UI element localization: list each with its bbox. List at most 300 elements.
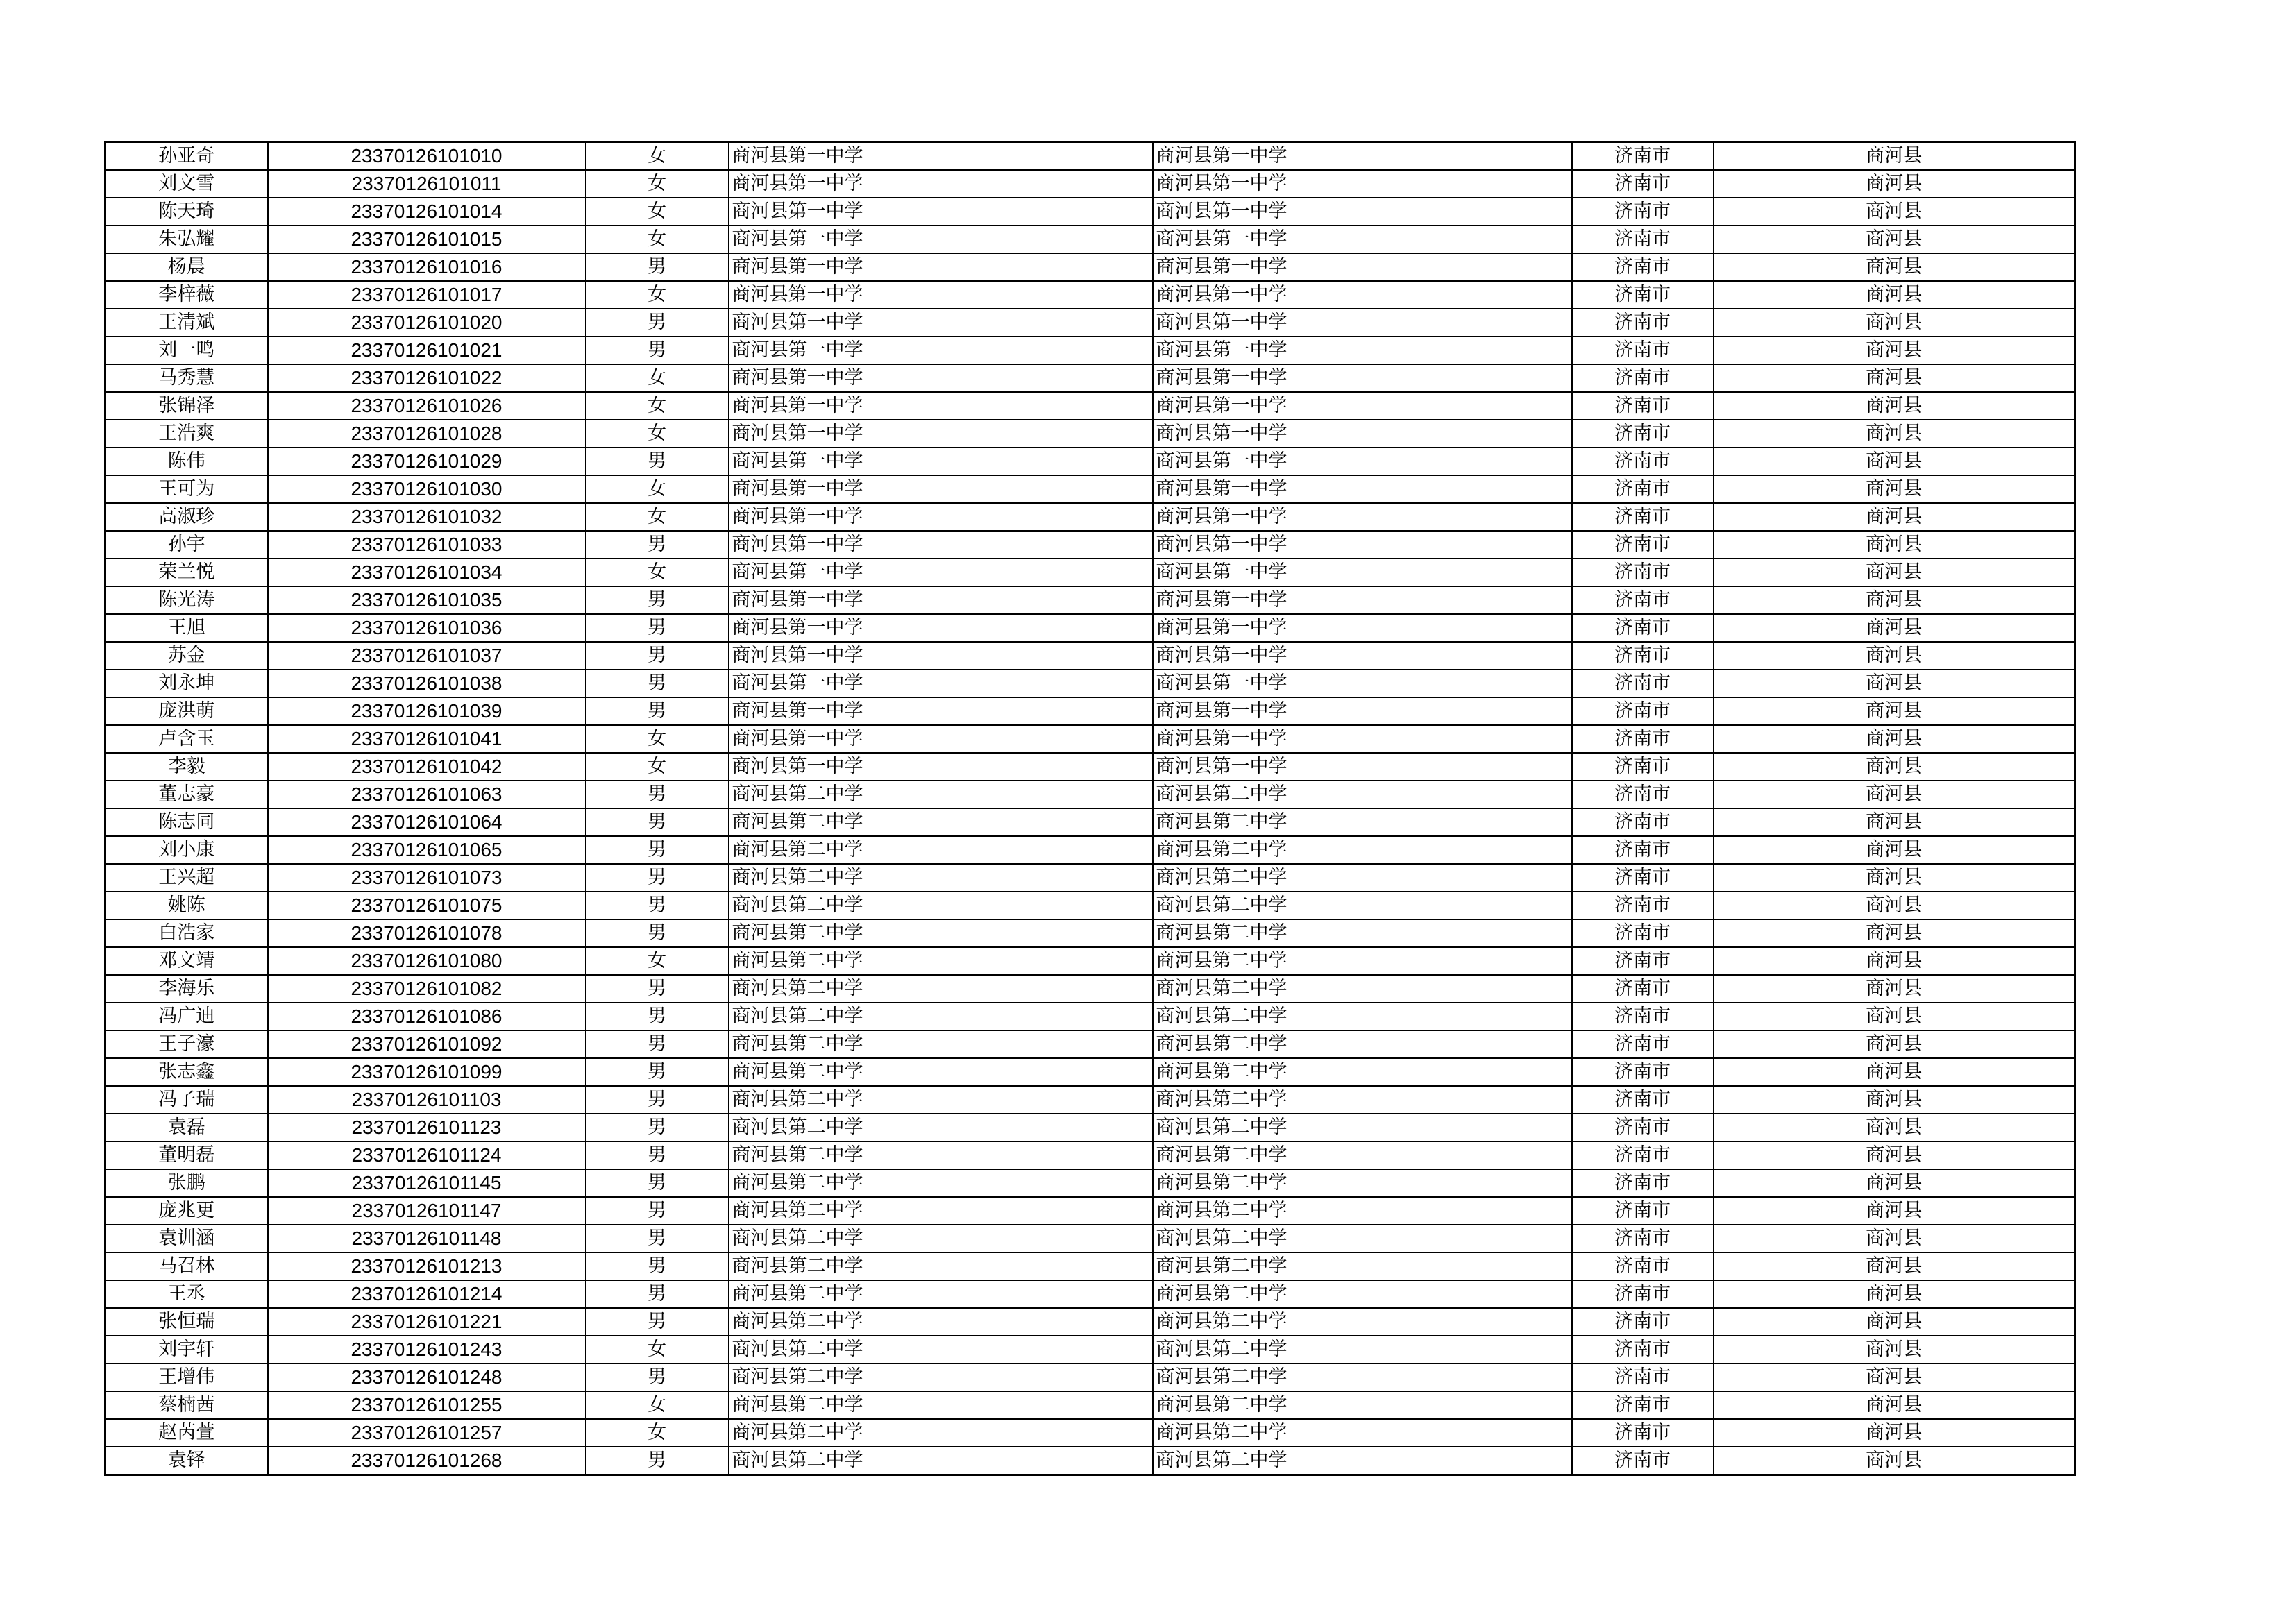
table-row [105,836,2075,864]
cell-id: 23370126101034 [268,559,586,586]
cell-school: 商河县第二中学 [729,919,1153,947]
cell-city: 济南市 [1572,1391,1714,1419]
cell-gender: 男 [586,1447,729,1475]
cell-city: 济南市 [1572,1003,1714,1030]
cell-school-2: 商河县第二中学 [1153,919,1572,947]
cell-city: 济南市 [1572,364,1714,392]
cell-id: 23370126101038 [268,670,586,697]
cell-name: 王可为 [105,475,268,503]
cell-county: 商河县 [1714,697,2075,725]
cell-id: 23370126101145 [268,1169,586,1197]
cell-id: 23370126101147 [268,1197,586,1225]
cell-county: 商河县 [1714,1391,2075,1419]
cell-id: 23370126101214 [268,1280,586,1308]
cell-school-2: 商河县第一中学 [1153,198,1572,226]
table-row [105,1086,2075,1114]
cell-school-2: 商河县第二中学 [1153,1391,1572,1419]
cell-name: 孙宇 [105,531,268,559]
cell-id: 23370126101042 [268,753,586,781]
cell-school: 商河县第二中学 [729,1336,1153,1363]
cell-school-2: 商河县第一中学 [1153,142,1572,171]
table-row [105,198,2075,226]
cell-name: 荣兰悦 [105,559,268,586]
cell-school: 商河县第一中学 [729,697,1153,725]
cell-county: 商河县 [1714,1308,2075,1336]
cell-gender: 女 [586,559,729,586]
cell-school-2: 商河县第二中学 [1153,975,1572,1003]
cell-school-2: 商河县第一中学 [1153,309,1572,337]
cell-id: 23370126101037 [268,642,586,670]
table-row [105,1003,2075,1030]
cell-school: 商河县第二中学 [729,1058,1153,1086]
cell-name: 王丞 [105,1280,268,1308]
cell-gender: 男 [586,836,729,864]
table-row [105,808,2075,836]
cell-id: 23370126101039 [268,697,586,725]
cell-name: 袁磊 [105,1114,268,1141]
cell-gender: 女 [586,753,729,781]
cell-school-2: 商河县第一中学 [1153,475,1572,503]
cell-name: 冯子瑞 [105,1086,268,1114]
cell-name: 赵芮萱 [105,1419,268,1447]
cell-city: 济南市 [1572,309,1714,337]
table-row [105,781,2075,808]
cell-gender: 男 [586,309,729,337]
cell-name: 刘一鸣 [105,337,268,364]
cell-school-2: 商河县第二中学 [1153,1003,1572,1030]
cell-school: 商河县第二中学 [729,975,1153,1003]
cell-gender: 男 [586,1280,729,1308]
cell-school: 商河县第二中学 [729,1141,1153,1169]
table-row [105,226,2075,253]
cell-gender: 男 [586,1169,729,1197]
cell-school-2: 商河县第一中学 [1153,364,1572,392]
cell-school-2: 商河县第二中学 [1153,864,1572,892]
cell-id: 23370126101010 [268,142,586,171]
cell-school-2: 商河县第二中学 [1153,1363,1572,1391]
cell-school: 商河县第二中学 [729,1086,1153,1114]
table-row [105,253,2075,281]
cell-school: 商河县第二中学 [729,1363,1153,1391]
cell-id: 23370126101124 [268,1141,586,1169]
cell-gender: 男 [586,253,729,281]
cell-city: 济南市 [1572,1280,1714,1308]
cell-school: 商河县第一中学 [729,337,1153,364]
cell-county: 商河县 [1714,892,2075,919]
table-row [105,1252,2075,1280]
cell-school-2: 商河县第二中学 [1153,1225,1572,1252]
cell-county: 商河县 [1714,392,2075,420]
cell-county: 商河县 [1714,919,2075,947]
table-row [105,1114,2075,1141]
cell-school: 商河县第二中学 [729,1280,1153,1308]
cell-school: 商河县第一中学 [729,420,1153,448]
cell-id: 23370126101032 [268,503,586,531]
cell-gender: 女 [586,420,729,448]
cell-name: 朱弘耀 [105,226,268,253]
cell-city: 济南市 [1572,1225,1714,1252]
cell-name: 陈光涛 [105,586,268,614]
cell-county: 商河县 [1714,1252,2075,1280]
cell-name: 庞兆更 [105,1197,268,1225]
cell-gender: 女 [586,392,729,420]
cell-county: 商河县 [1714,614,2075,642]
cell-school-2: 商河县第二中学 [1153,1336,1572,1363]
cell-county: 商河县 [1714,642,2075,670]
cell-county: 商河县 [1714,1336,2075,1363]
cell-school: 商河县第一中学 [729,503,1153,531]
cell-city: 济南市 [1572,448,1714,475]
cell-school-2: 商河县第一中学 [1153,226,1572,253]
cell-name: 苏金 [105,642,268,670]
cell-gender: 男 [586,448,729,475]
cell-gender: 女 [586,1336,729,1363]
cell-name: 袁铎 [105,1447,268,1475]
cell-school: 商河县第二中学 [729,1308,1153,1336]
cell-name: 白浩家 [105,919,268,947]
cell-name: 马召林 [105,1252,268,1280]
cell-gender: 男 [586,1252,729,1280]
cell-gender: 女 [586,198,729,226]
cell-county: 商河县 [1714,503,2075,531]
table-row [105,559,2075,586]
cell-county: 商河县 [1714,1363,2075,1391]
cell-city: 济南市 [1572,1336,1714,1363]
cell-name: 李梓薇 [105,281,268,309]
cell-name: 张锦泽 [105,392,268,420]
cell-city: 济南市 [1572,836,1714,864]
cell-city: 济南市 [1572,892,1714,919]
table-row [105,1447,2075,1475]
cell-school: 商河县第一中学 [729,670,1153,697]
cell-school: 商河县第二中学 [729,781,1153,808]
cell-id: 23370126101086 [268,1003,586,1030]
cell-county: 商河县 [1714,475,2075,503]
cell-gender: 男 [586,808,729,836]
cell-gender: 男 [586,1197,729,1225]
cell-gender: 男 [586,697,729,725]
cell-name: 卢含玉 [105,725,268,753]
cell-gender: 女 [586,170,729,198]
cell-school-2: 商河县第二中学 [1153,1030,1572,1058]
cell-school: 商河县第一中学 [729,364,1153,392]
cell-gender: 女 [586,947,729,975]
cell-name: 张恒瑞 [105,1308,268,1336]
cell-name: 冯广迪 [105,1003,268,1030]
cell-city: 济南市 [1572,1169,1714,1197]
cell-name: 陈天琦 [105,198,268,226]
cell-gender: 女 [586,725,729,753]
cell-school-2: 商河县第二中学 [1153,781,1572,808]
cell-school-2: 商河县第一中学 [1153,392,1572,420]
table-row [105,1419,2075,1447]
cell-city: 济南市 [1572,864,1714,892]
cell-school-2: 商河县第二中学 [1153,947,1572,975]
cell-city: 济南市 [1572,975,1714,1003]
table-row [105,475,2075,503]
cell-school-2: 商河县第二中学 [1153,1058,1572,1086]
cell-name: 张志鑫 [105,1058,268,1086]
table-row [105,919,2075,947]
cell-school: 商河县第一中学 [729,725,1153,753]
cell-name: 刘小康 [105,836,268,864]
cell-county: 商河县 [1714,1419,2075,1447]
cell-school: 商河县第二中学 [729,1252,1153,1280]
cell-school-2: 商河县第二中学 [1153,1447,1572,1475]
roster-body [105,142,2075,1475]
cell-county: 商河县 [1714,725,2075,753]
table-row [105,364,2075,392]
table-row [105,1363,2075,1391]
cell-county: 商河县 [1714,337,2075,364]
cell-name: 王兴超 [105,864,268,892]
table-row [105,1391,2075,1419]
table-row [105,697,2075,725]
cell-city: 济南市 [1572,1197,1714,1225]
cell-id: 23370126101035 [268,586,586,614]
cell-id: 23370126101248 [268,1363,586,1391]
cell-gender: 男 [586,337,729,364]
table-row [105,1030,2075,1058]
cell-city: 济南市 [1572,614,1714,642]
cell-school-2: 商河县第一中学 [1153,420,1572,448]
cell-school-2: 商河县第一中学 [1153,670,1572,697]
cell-gender: 男 [586,642,729,670]
cell-name: 董明磊 [105,1141,268,1169]
cell-gender: 男 [586,1058,729,1086]
cell-school: 商河县第一中学 [729,475,1153,503]
cell-id: 23370126101092 [268,1030,586,1058]
cell-county: 商河县 [1714,1114,2075,1141]
cell-city: 济南市 [1572,198,1714,226]
cell-gender: 男 [586,531,729,559]
cell-school: 商河县第一中学 [729,614,1153,642]
table-row [105,531,2075,559]
cell-name: 王浩爽 [105,420,268,448]
table-row [105,309,2075,337]
table-row [105,448,2075,475]
table-row [105,1336,2075,1363]
cell-id: 23370126101064 [268,808,586,836]
cell-name: 陈伟 [105,448,268,475]
cell-name: 王子濠 [105,1030,268,1058]
cell-school-2: 商河县第一中学 [1153,642,1572,670]
cell-school-2: 商河县第二中学 [1153,1197,1572,1225]
table-row [105,864,2075,892]
table-row [105,614,2075,642]
table-row [105,503,2075,531]
cell-gender: 女 [586,281,729,309]
cell-city: 济南市 [1572,919,1714,947]
cell-school-2: 商河县第二中学 [1153,1280,1572,1308]
cell-school: 商河县第二中学 [729,892,1153,919]
cell-school-2: 商河县第二中学 [1153,1169,1572,1197]
cell-id: 23370126101082 [268,975,586,1003]
cell-school: 商河县第二中学 [729,1447,1153,1475]
cell-city: 济南市 [1572,808,1714,836]
cell-school-2: 商河县第一中学 [1153,281,1572,309]
cell-name: 陈志同 [105,808,268,836]
cell-county: 商河县 [1714,1169,2075,1197]
cell-city: 济南市 [1572,142,1714,171]
cell-name: 董志豪 [105,781,268,808]
cell-name: 刘宇轩 [105,1336,268,1363]
cell-gender: 男 [586,614,729,642]
cell-id: 23370126101078 [268,919,586,947]
cell-id: 23370126101103 [268,1086,586,1114]
cell-county: 商河县 [1714,142,2075,171]
cell-city: 济南市 [1572,586,1714,614]
cell-id: 23370126101041 [268,725,586,753]
table-row [105,1169,2075,1197]
cell-county: 商河县 [1714,281,2075,309]
cell-county: 商河县 [1714,1197,2075,1225]
cell-gender: 男 [586,1086,729,1114]
cell-name: 姚陈 [105,892,268,919]
cell-county: 商河县 [1714,226,2075,253]
cell-school: 商河县第二中学 [729,1419,1153,1447]
cell-school-2: 商河县第一中学 [1153,697,1572,725]
cell-school: 商河县第一中学 [729,586,1153,614]
cell-name: 李毅 [105,753,268,781]
cell-county: 商河县 [1714,309,2075,337]
cell-school-2: 商河县第一中学 [1153,170,1572,198]
cell-gender: 女 [586,1391,729,1419]
cell-city: 济南市 [1572,531,1714,559]
cell-county: 商河县 [1714,448,2075,475]
cell-id: 23370126101028 [268,420,586,448]
cell-gender: 男 [586,892,729,919]
cell-school: 商河县第二中学 [729,808,1153,836]
cell-city: 济南市 [1572,1363,1714,1391]
cell-county: 商河县 [1714,586,2075,614]
cell-school: 商河县第一中学 [729,142,1153,171]
cell-id: 23370126101268 [268,1447,586,1475]
cell-city: 济南市 [1572,503,1714,531]
cell-id: 23370126101257 [268,1419,586,1447]
cell-id: 23370126101255 [268,1391,586,1419]
cell-id: 23370126101213 [268,1252,586,1280]
cell-id: 23370126101014 [268,198,586,226]
cell-name: 刘永坤 [105,670,268,697]
table-row [105,975,2075,1003]
cell-name: 庞洪萌 [105,697,268,725]
cell-county: 商河县 [1714,1086,2075,1114]
cell-school: 商河县第一中学 [729,253,1153,281]
cell-city: 济南市 [1572,281,1714,309]
cell-county: 商河县 [1714,1447,2075,1475]
cell-city: 济南市 [1572,1141,1714,1169]
cell-county: 商河县 [1714,753,2075,781]
cell-school: 商河县第二中学 [729,1197,1153,1225]
cell-city: 济南市 [1572,253,1714,281]
cell-city: 济南市 [1572,670,1714,697]
cell-city: 济南市 [1572,697,1714,725]
cell-id: 23370126101036 [268,614,586,642]
cell-county: 商河县 [1714,1003,2075,1030]
table-row [105,1197,2075,1225]
cell-gender: 男 [586,864,729,892]
cell-school: 商河县第一中学 [729,226,1153,253]
cell-name: 王增伟 [105,1363,268,1391]
cell-county: 商河县 [1714,170,2075,198]
cell-city: 济南市 [1572,753,1714,781]
cell-city: 济南市 [1572,642,1714,670]
cell-id: 23370126101148 [268,1225,586,1252]
cell-name: 邓文靖 [105,947,268,975]
cell-city: 济南市 [1572,725,1714,753]
cell-school: 商河县第一中学 [729,531,1153,559]
cell-county: 商河县 [1714,364,2075,392]
cell-gender: 男 [586,975,729,1003]
cell-id: 23370126101221 [268,1308,586,1336]
cell-city: 济南市 [1572,1030,1714,1058]
table-row [105,947,2075,975]
cell-school: 商河县第二中学 [729,947,1153,975]
cell-school: 商河县第一中学 [729,448,1153,475]
cell-county: 商河县 [1714,975,2075,1003]
cell-county: 商河县 [1714,531,2075,559]
cell-id: 23370126101080 [268,947,586,975]
cell-school-2: 商河县第一中学 [1153,586,1572,614]
cell-gender: 男 [586,670,729,697]
cell-name: 王清斌 [105,309,268,337]
cell-school-2: 商河县第二中学 [1153,1252,1572,1280]
cell-county: 商河县 [1714,420,2075,448]
cell-school-2: 商河县第二中学 [1153,1419,1572,1447]
cell-gender: 男 [586,1114,729,1141]
cell-school-2: 商河县第二中学 [1153,808,1572,836]
cell-city: 济南市 [1572,1252,1714,1280]
table-row [105,725,2075,753]
cell-school: 商河县第二中学 [729,1003,1153,1030]
cell-school: 商河县第一中学 [729,392,1153,420]
cell-gender: 男 [586,1308,729,1336]
cell-city: 济南市 [1572,947,1714,975]
table-row [105,281,2075,309]
cell-county: 商河县 [1714,808,2075,836]
cell-id: 23370126101073 [268,864,586,892]
cell-school: 商河县第二中学 [729,864,1153,892]
cell-id: 23370126101020 [268,309,586,337]
cell-county: 商河县 [1714,1058,2075,1086]
table-row [105,1058,2075,1086]
cell-name: 李海乐 [105,975,268,1003]
cell-county: 商河县 [1714,864,2075,892]
table-row [105,670,2075,697]
cell-school-2: 商河县第二中学 [1153,1114,1572,1141]
cell-name: 王旭 [105,614,268,642]
cell-id: 23370126101016 [268,253,586,281]
cell-school-2: 商河县第二中学 [1153,1308,1572,1336]
cell-school: 商河县第一中学 [729,559,1153,586]
cell-name: 刘文雪 [105,170,268,198]
cell-school-2: 商河县第一中学 [1153,614,1572,642]
table-row [105,337,2075,364]
cell-county: 商河县 [1714,1280,2075,1308]
cell-school-2: 商河县第一中学 [1153,448,1572,475]
cell-city: 济南市 [1572,1419,1714,1447]
cell-city: 济南市 [1572,1447,1714,1475]
cell-id: 23370126101030 [268,475,586,503]
table-row [105,753,2075,781]
table-row [105,1280,2075,1308]
cell-name: 杨晨 [105,253,268,281]
table-row [105,142,2075,171]
cell-school: 商河县第一中学 [729,309,1153,337]
cell-city: 济南市 [1572,392,1714,420]
cell-city: 济南市 [1572,559,1714,586]
